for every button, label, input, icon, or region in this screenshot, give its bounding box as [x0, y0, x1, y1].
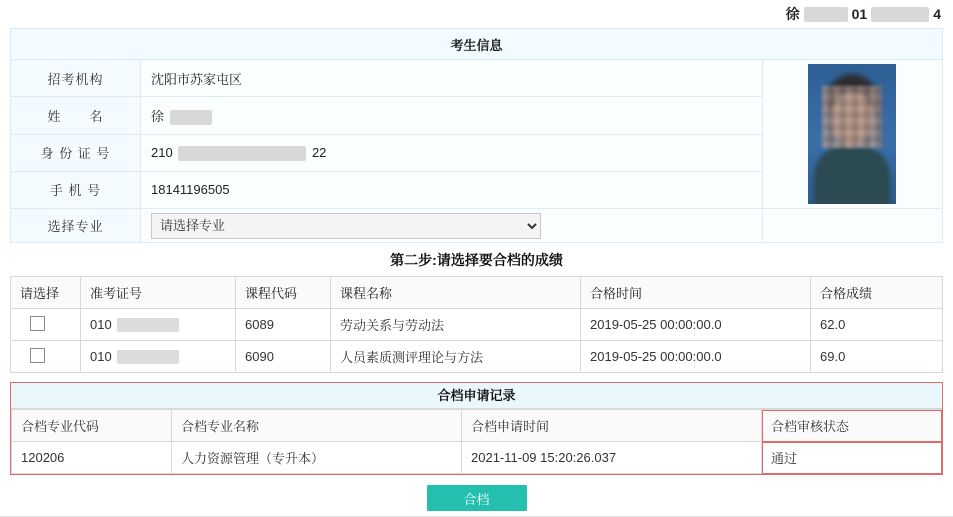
- cell-score: 69.0: [811, 341, 943, 373]
- value-phone: 18141196505: [141, 171, 763, 208]
- col-course-code: 课程代码: [236, 277, 331, 309]
- cell-exam-no-text: 010: [90, 348, 112, 364]
- value-name-redacted: [170, 110, 212, 125]
- topbar-user-name-redacted: [804, 7, 848, 22]
- col-score: 合格成绩: [811, 277, 943, 309]
- cell-exam-no-redacted: [117, 318, 179, 332]
- cell-pass-time: 2019-05-25 00:00:00.0: [581, 341, 811, 373]
- cell-exam-no: [81, 341, 236, 373]
- major-select-cell: [141, 209, 763, 243]
- topbar: [0, 0, 953, 28]
- cell-pass-time: 2019-05-25 00:00:00.0: [581, 309, 811, 341]
- merge-submit-button[interactable]: 合档: [427, 485, 527, 511]
- value-organization: 沈阳市苏家屯区: [141, 60, 763, 97]
- table-row: [11, 341, 943, 373]
- cell-course-code: 6089: [236, 309, 331, 341]
- topbar-user-id: 01: [851, 6, 868, 22]
- topbar-user-id-redacted: [871, 7, 929, 22]
- avatar: [762, 60, 942, 209]
- table-row: [11, 309, 943, 341]
- cell-exam-no-text: 010: [90, 316, 112, 332]
- col-exam-no: 准考证号: [81, 277, 236, 309]
- table-row: [12, 442, 942, 474]
- step2-title: 第二步:请选择要合档的成绩: [390, 252, 563, 268]
- empty-cell: [762, 209, 942, 243]
- cell-major-name: 人力资源管理（专升本）: [172, 442, 462, 474]
- major-select[interactable]: [151, 213, 541, 239]
- col-course-name: 课程名称: [331, 277, 581, 309]
- label-id-number: 身 份 证 号: [11, 134, 141, 171]
- candidate-info-title: 考生信息: [11, 29, 943, 60]
- cell-exam-no-redacted: [117, 350, 179, 364]
- label-name: 姓 名: [11, 97, 141, 134]
- cell-course-name: 人员素质测评理论与方法: [331, 341, 581, 373]
- label-organization: 招考机构: [11, 60, 141, 97]
- footer-actions: [0, 475, 953, 511]
- table-row: [11, 60, 943, 97]
- label-select-major: 选择专业: [11, 209, 141, 243]
- value-name-text: 徐: [151, 108, 165, 124]
- table-row: [11, 29, 943, 60]
- value-name: [141, 97, 763, 134]
- cell-score: 62.0: [811, 309, 943, 341]
- topbar-user-id-suffix: 4: [933, 6, 941, 22]
- candidate-info-table: [10, 28, 943, 243]
- topbar-user-name: 徐: [785, 6, 800, 22]
- score-row-checkbox[interactable]: [30, 348, 45, 363]
- scores-header-row: [11, 277, 943, 309]
- row-checkbox-cell[interactable]: [11, 309, 81, 341]
- value-id-number-prefix: 210: [151, 144, 173, 160]
- label-phone: 手 机 号: [11, 171, 141, 208]
- col-apply-time: 合档申请时间: [462, 410, 762, 442]
- cell-major-code: 120206: [12, 442, 172, 474]
- scores-table: [10, 276, 943, 373]
- value-id-number: [141, 134, 763, 171]
- merge-record-title: 合档申请记录: [11, 383, 942, 409]
- table-row: [11, 209, 943, 243]
- col-select: 请选择: [11, 277, 81, 309]
- row-checkbox-cell[interactable]: [11, 341, 81, 373]
- cell-course-name: 劳动关系与劳动法: [331, 309, 581, 341]
- merge-record-panel: [10, 382, 943, 475]
- merge-record-header-row: [12, 410, 942, 442]
- scores-panel: [10, 276, 943, 373]
- col-audit-status: 合档审核状态: [762, 410, 942, 442]
- col-pass-time: 合格时间: [581, 277, 811, 309]
- col-major-name: 合档专业名称: [172, 410, 462, 442]
- cell-apply-time: 2021-11-09 15:20:26.037: [462, 442, 762, 474]
- value-id-number-suffix: 22: [311, 144, 327, 160]
- candidate-info-panel: [10, 28, 943, 243]
- value-id-number-redacted: [178, 146, 306, 161]
- status-badge: 通过: [762, 442, 942, 474]
- cell-exam-no: [81, 309, 236, 341]
- id-photo-image: [808, 64, 896, 204]
- cell-course-code: 6090: [236, 341, 331, 373]
- merge-record-table: [11, 409, 942, 474]
- col-major-code: 合档专业代码: [12, 410, 172, 442]
- score-row-checkbox[interactable]: [30, 316, 45, 331]
